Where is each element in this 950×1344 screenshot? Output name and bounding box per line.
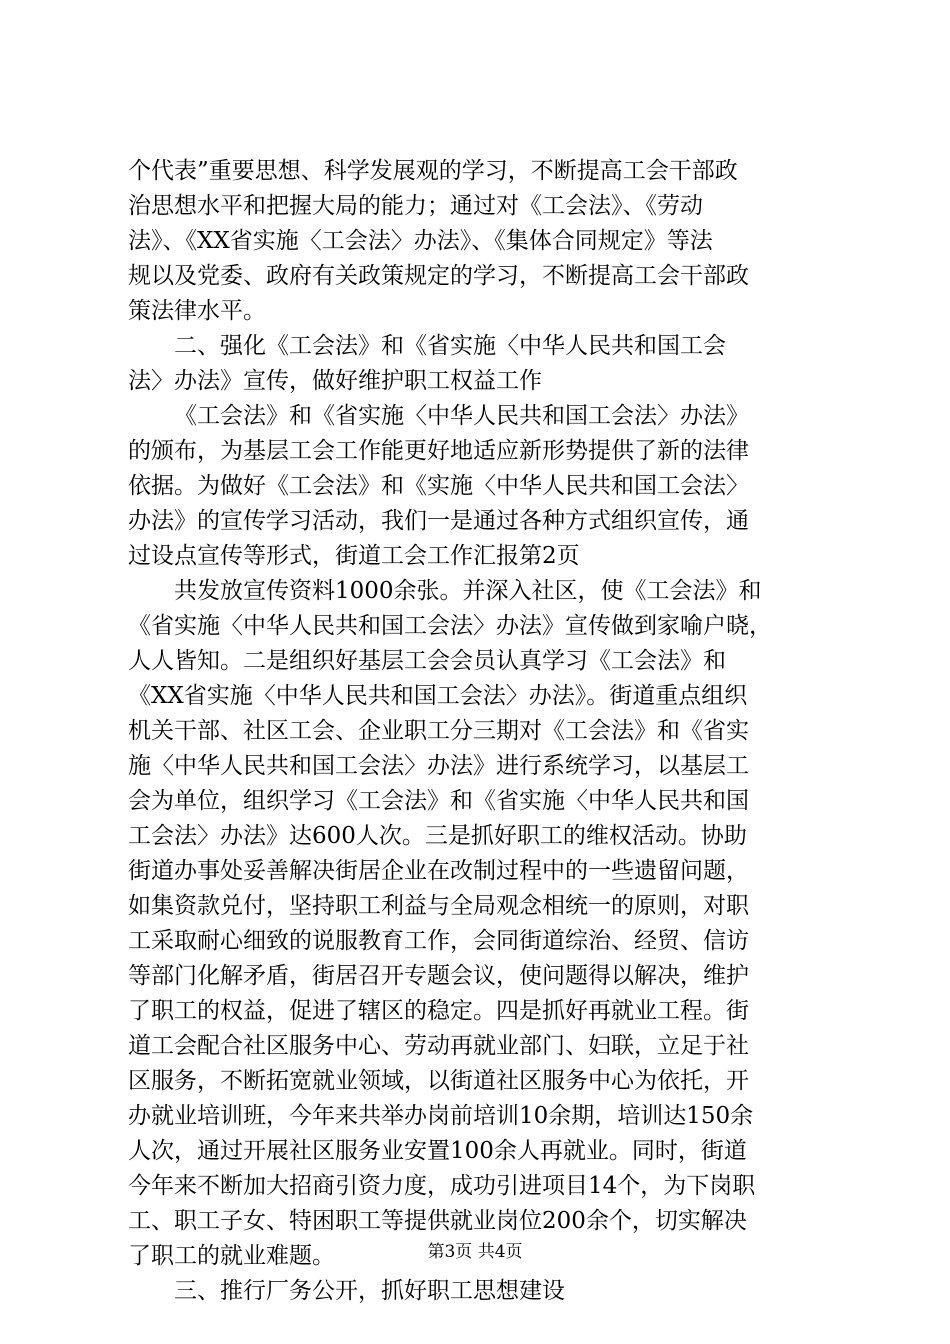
text-line: 工采取耐心细致的说服教育工作，会同街道综治、经贸、信访 [128,928,749,954]
text-line: 共发放宣传资料1000余张。并深入社区，使《工会法》和 [174,578,762,604]
text-line: 施〈中华人民共和国工会法〉办法》进行系统学习，以基层工 [128,753,749,779]
text-line: 人人皆知。二是组织好基层工会会员认真学习《工会法》和 [128,648,726,674]
text-line: 依据。为做好《工会法》和《实施〈中华人民共和国工会法〉 [128,473,749,499]
text-line: 机关干部、社区工会、企业职工分三期对《工会法》和《省实 [128,718,749,744]
page-footer: 第3页 共4页 [427,1242,523,1262]
text-line: 如集资款兑付，坚持职工利益与全局观念相统一的原则，对职 [128,893,749,919]
text-line: 区服务，不断拓宽就业领域，以街道社区服务中心为依托，开 [128,1068,749,1094]
text-line: 《工会法》和《省实施〈中华人民共和国工会法〉办法》 [174,403,749,429]
text-line: 今年来不断加大招商引资力度，成功引进项目14个，为下岗职 [128,1173,756,1199]
text-line: 规以及党委、政府有关政策规定的学习，不断提高工会干部政 [128,263,749,289]
text-line: 个代表”重要思想、科学发展观的学习，不断提高工会干部政 [128,158,738,184]
text-line: 工会法〉办法》达600人次。三是抓好职工的维权活动。协助 [128,823,747,849]
text-line: 法》、《XX省实施〈工会法〉办法》、《集体合同规定》等法 [128,228,713,254]
text-line: 办法》的宣传学习活动，我们一是通过各种方式组织宣传，通 [128,508,749,534]
text-line: 二、强化《工会法》和《省实施〈中华人民共和国工会 [174,333,726,359]
text-line: 治思想水平和把握大局的能力；通过对《工会法》、《劳动 [128,193,703,219]
document-body [128,154,840,1309]
text-line: 街道办事处妥善解决街居企业在改制过程中的一些遗留问题， [128,858,749,884]
text-line: 人次，通过开展社区服务业安置100余人再就业。同时，街道 [128,1138,747,1164]
text-line: 等部门化解矛盾，街居召开专题会议，使问题得以解决，维护 [128,963,749,989]
text-line: 《省实施〈中华人民共和国工会法〉办法》宣传做到家喻户晓， [128,613,772,639]
text-line: 会为单位，组织学习《工会法》和《省实施〈中华人民共和国 [128,788,749,814]
text-line: 策法律水平。 [128,298,266,324]
text-line: 《XX省实施〈中华人民共和国工会法〉办法》。街道重点组织 [128,683,748,709]
text-line: 了职工的权益，促进了辖区的稳定。四是抓好再就业工程。街 [128,998,749,1024]
text-line: 工、职工子女、特困职工等提供就业岗位200余个，切实解决 [128,1208,747,1234]
text-line: 过设点宣传等形式，街道工会工作汇报第2页 [128,543,580,569]
text-line: 了职工的就业难题。 [128,1243,335,1269]
text-line: 三、推行厂务公开，抓好职工思想建设 [174,1278,565,1304]
text-line: 的颁布，为基层工会工作能更好地适应新形势提供了新的法律 [128,438,749,464]
text-line: 道工会配合社区服务中心、劳动再就业部门、妇联，立足于社 [128,1033,749,1059]
text-line: 法〉办法》宣传，做好维护职工权益工作 [128,368,542,394]
text-line: 办就业培训班，今年来共举办岗前培训10余期，培训达150余 [128,1103,754,1129]
